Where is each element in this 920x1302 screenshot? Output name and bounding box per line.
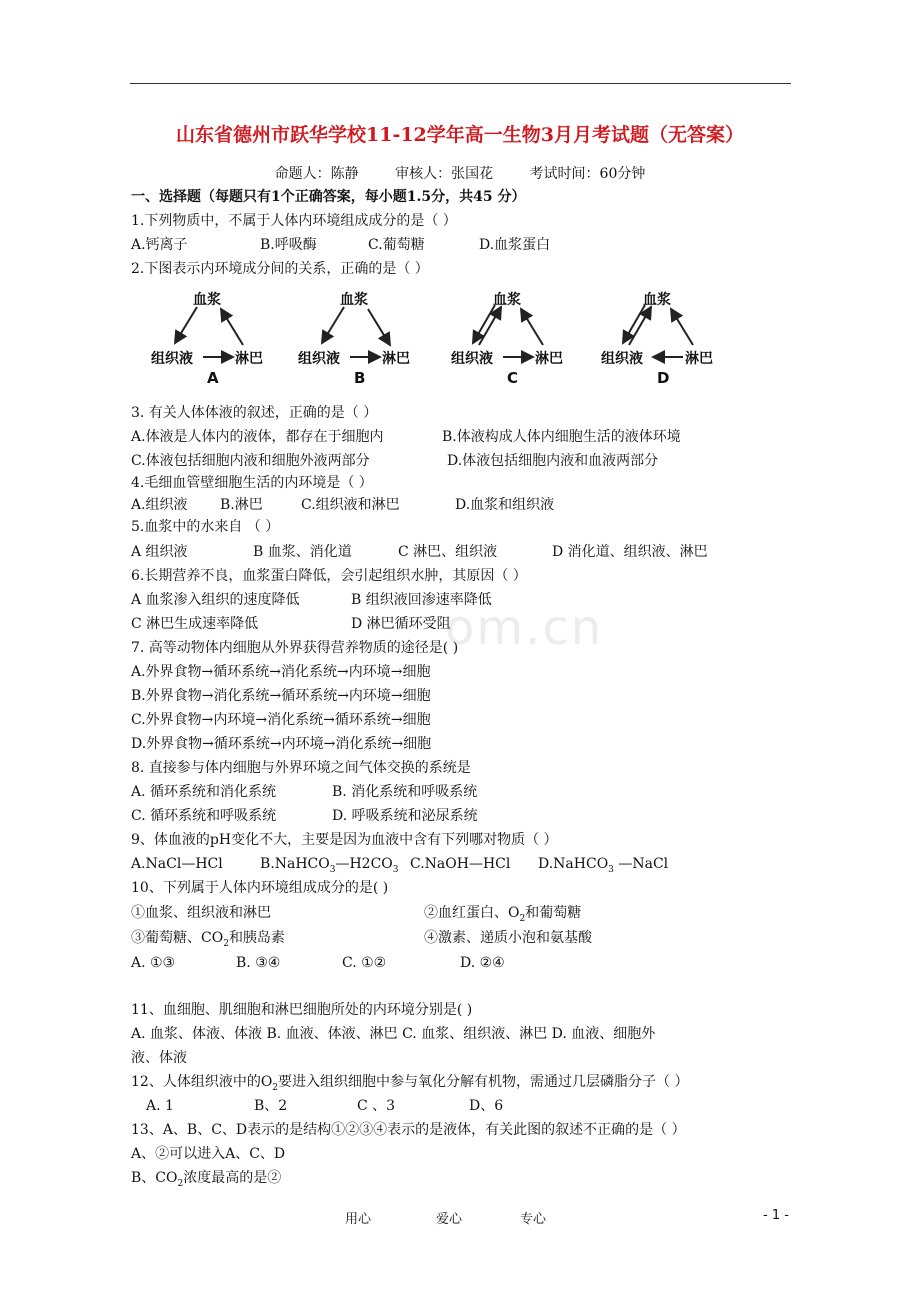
question-9: 9、体血液的pH变化不大，主要是因为血液中含有下列哪对物质（ ）: [131, 832, 558, 848]
question-10: 10、下列属于人体内环境组成成分的是( ): [131, 880, 389, 896]
exam-meta: [0, 163, 920, 183]
node-lymph: 淋巴: [235, 351, 263, 367]
option-c: C.组织液和淋巴: [301, 497, 400, 513]
option-a: A.钙离子: [131, 237, 188, 253]
option-d: D. ②④: [460, 955, 505, 971]
item-3: ③葡萄糖、$CO_2$和胰岛素: [131, 930, 285, 949]
fluid-relation-diagrams: [140, 285, 740, 385]
question-12-options: [146, 1097, 504, 1115]
question-13: 13、A、B、C、D表示的是结构①②③④表示的是液体，有关此图的叙述不正确的是（ ）: [131, 1122, 686, 1138]
option-c: C. ①②: [342, 955, 387, 971]
option-d: D.NaHCO$_3$ —NaCl: [538, 856, 669, 875]
question-7-option-b: B.外界食物→消化系统→循环系统→内环境→细胞: [131, 688, 431, 704]
option-b: B.呼吸酶: [260, 237, 317, 253]
section-heading: 一、选择题（每题只有1个正确答案，每小题1.5分，共45 分）: [131, 189, 526, 205]
option-b: B. 消化系统和呼吸系统: [332, 784, 478, 800]
question-7: 7. 高等动物体内细胞从外界获得营养物质的途径是( ): [131, 640, 459, 656]
option-a: A 组织液: [131, 544, 188, 560]
option-a: A. 1: [146, 1098, 174, 1114]
node-tissue-fluid: 组织液: [298, 351, 340, 367]
page-number: - 1 -: [763, 1208, 789, 1223]
option-c: C. 循环系统和呼吸系统: [131, 808, 277, 824]
watermark: om.cn: [445, 600, 604, 656]
diagram-label: A: [207, 369, 219, 387]
option-c: C.NaOH—HCl: [410, 856, 511, 872]
node-lymph: 淋巴: [382, 351, 410, 367]
question-6: 6.长期营养不良，血浆蛋白降低，会引起组织水肿，其原因（ ）: [131, 568, 527, 584]
node-lymph: 淋巴: [685, 351, 713, 367]
question-12: 12、人体组织液中的$O_2$要进入组织细胞中参与氧化分解有机物，需通过几层磷脂分子（ ）: [131, 1074, 689, 1093]
reviewer: 审核人：张国花: [395, 166, 494, 182]
question-11: 11、血细胞、肌细胞和淋巴细胞所处的内环境分别是( ): [131, 1002, 473, 1018]
question-3: 3. 有关人体体液的叙述，正确的是（ ）: [131, 405, 378, 421]
option-a: A.组织液: [131, 497, 188, 513]
diagram-label: D: [657, 369, 670, 387]
node-plasma: 血浆: [340, 292, 368, 308]
question-4-options: [131, 496, 555, 514]
option-d: D、6: [469, 1098, 504, 1114]
diagram-c: [445, 285, 575, 385]
node-plasma: 血浆: [493, 292, 521, 308]
question-13-option-b: B、$CO_2$浓度最高的是②: [131, 1170, 282, 1189]
diagram-d: [595, 285, 725, 385]
question-10-items-row2: [131, 929, 592, 953]
node-tissue-fluid: 组织液: [451, 351, 493, 367]
question-11-options-cont: 液、体液: [131, 1050, 187, 1066]
option-d: D 淋巴循环受阻: [351, 616, 451, 632]
document-title: 山东省德州市跃华学校11-12学年高一生物3月月考试题（无答案）: [176, 124, 744, 146]
question-9-options: [131, 855, 669, 875]
question-7-option-a: A.外界食物→循环系统→消化系统→内环境→细胞: [131, 664, 431, 680]
item-1: ①血浆、组织液和淋巴: [131, 905, 271, 921]
option-a: A. 循环系统和消化系统: [131, 784, 277, 800]
option-c: C 、3: [357, 1098, 396, 1114]
item-2: ②血红蛋白、$O_2$和葡萄糖: [424, 905, 582, 924]
option-d: D. 呼吸系统和泌尿系统: [332, 808, 478, 824]
question-13-option-a: A、②可以进入A、C、D: [131, 1146, 286, 1162]
question-1: 1.下列物质中，不属于人体内环境组成成分的是（ ）: [131, 213, 457, 229]
question-8-options-row2: [131, 807, 478, 825]
question-7-option-c: C.外界食物→内环境→消化系统→循环系统→细胞: [131, 712, 431, 728]
question-5: 5.血浆中的水来自 （ ）: [131, 519, 280, 535]
option-c: C.葡萄糖: [368, 237, 425, 253]
option-d: D.血浆蛋白: [479, 237, 551, 253]
node-tissue-fluid: 组织液: [601, 351, 643, 367]
diagram-label: B: [354, 369, 366, 387]
node-plasma: 血浆: [193, 292, 221, 308]
question-8-options-row1: [131, 783, 478, 801]
option-c: C.体液包括细胞内液和细胞外液两部分: [131, 453, 370, 469]
question-6-options-row1: [131, 591, 492, 609]
question-6-options-row2: [131, 615, 451, 633]
option-b: B. ③④: [236, 955, 281, 971]
node-plasma: 血浆: [643, 292, 671, 308]
option-b: B、2: [254, 1098, 288, 1114]
question-2: 2.下图表示内环境成分间的关系，正确的是（ ）: [131, 261, 429, 277]
option-b: B 组织液回渗速率降低: [351, 592, 492, 608]
option-c: C 淋巴、组织液: [398, 544, 498, 560]
author: 命题人：陈静: [274, 166, 359, 182]
option-a: A.体液是人体内的液体，都存在于细胞内: [131, 429, 384, 445]
diagram-b: [292, 285, 422, 385]
question-8: 8. 直接参与体内细胞与外界环境之间气体交换的系统是: [131, 760, 471, 776]
node-lymph: 淋巴: [535, 351, 563, 367]
exam-time: 考试时间：60分钟: [529, 166, 646, 182]
footer-text-3: 专心: [520, 1212, 547, 1227]
option-d: D.体液包括细胞内液和血液两部分: [447, 453, 659, 469]
header-rule: [130, 83, 791, 84]
question-3-options-row1: [131, 428, 681, 446]
option-b: B.淋巴: [220, 497, 263, 513]
diagram-a: [145, 285, 275, 385]
option-b: $B.NaHCO_3—H2CO_3$: [260, 856, 399, 875]
question-1-options: [131, 236, 551, 254]
option-b: B.体液构成人体内细胞生活的液体环境: [442, 429, 681, 445]
option-a: A.NaCl—HCl: [131, 856, 223, 872]
option-a: A 血浆渗入组织的速度降低: [131, 592, 300, 608]
item-4: ④激素、递质小泡和氨基酸: [424, 930, 592, 946]
question-4: 4.毛细血管壁细胞生活的内环境是（ ）: [131, 475, 373, 491]
question-11-options: A. 血浆、体液、体液 B. 血液、体液、淋巴 C. 血浆、组织液、淋巴 D. 血液、细胞外: [131, 1026, 656, 1042]
question-7-option-d: D.外界食物→循环系统→内环境→消化系统→细胞: [131, 736, 432, 752]
question-5-options: [131, 543, 708, 561]
option-c: C 淋巴生成速率降低: [131, 616, 259, 632]
option-d: D 消化道、组织液、淋巴: [552, 544, 708, 560]
option-d: D.血浆和组织液: [455, 497, 555, 513]
node-tissue-fluid: 组织液: [151, 351, 193, 367]
question-10-options: [131, 954, 505, 972]
footer-text-2: 爱心: [436, 1212, 463, 1227]
footer-text-1: 用心: [345, 1212, 372, 1227]
question-3-options-row2: [131, 452, 659, 470]
question-10-items-row1: [131, 904, 582, 924]
option-b: B 血浆、消化道: [253, 544, 352, 560]
diagram-label: C: [507, 369, 519, 387]
option-a: A. ①③: [131, 955, 176, 971]
